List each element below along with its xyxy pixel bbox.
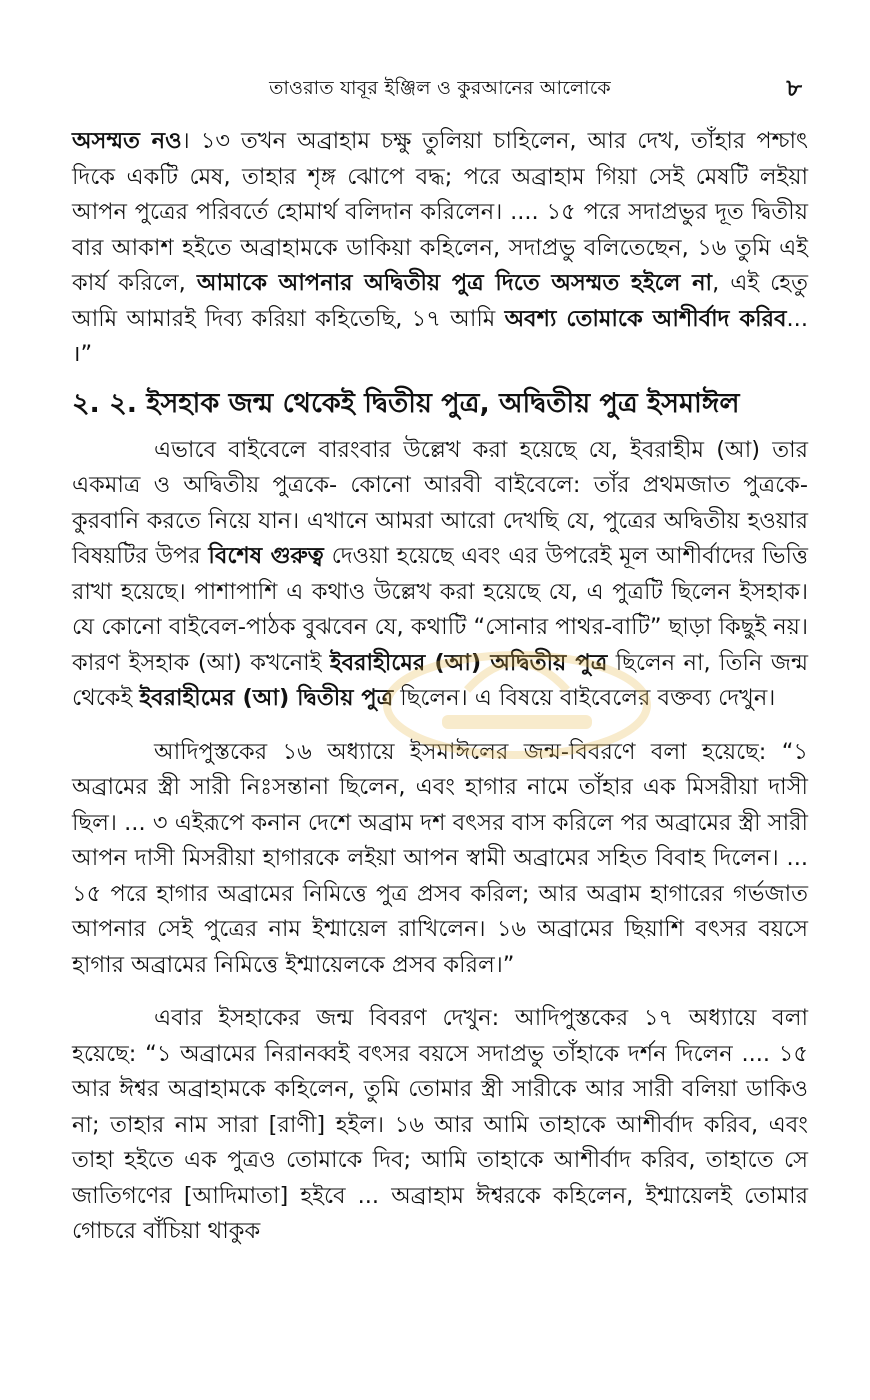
text-run: । ১৩ তখন অব্রাহাম চক্ষু তুলিয়া চাহিলেন, আর দেখ, তাঁহার পশ্চাৎ দিকে একটি মেষ, তাহার শৃঙ্গ ঝোপে বদ্ধ; পরে অব্রাহাম গিয়া সেই মেষটি লইয়া আপন পুত্রের পরিবর্তে হোমার্থ বলিদান করিলেন। .... ১৫ পরে সদাপ্রভুর দূত দ্বিতীয় বার আকাশ হইতে অব্রাহামকে ডাকিয়া কহিলেন, সদাপ্রভু বলিতেছেন, ১৬ তুমি এই কার্য করিলে, <box>72 128 808 296</box>
bold-phrase: অসম্মত নও <box>72 128 182 154</box>
text-run: ছিলেন না, তিনি জন্ম থেকেই <box>72 649 809 711</box>
bold-phrase: আমাকে আপনার অদ্বিতীয় পুত্র দিতে অসম্মত হইলে না <box>196 270 713 296</box>
bold-phrase: অবশ্য তোমাকে আশীর্বাদ করিব <box>504 305 787 332</box>
running-title: তাওরাত যাবূর ইঞ্জিল ও কুরআনের আলোকে <box>269 77 611 99</box>
bold-phrase: ইবরাহীমের (আ) অদ্বিতীয় পুত্র <box>329 649 608 676</box>
text-run: দেওয়া হয়েছে এবং এর উপরেই মূল আশীর্বাদের ভিত্তি রাখা হয়েছে। পাশাপাশি এ কথাও উল্লেখ করা হয়েছে যে, এ পুত্রটি ছিলেন ইসহাক। যে কোনো বাইবেল-পাঠক বুঝবেন যে, কথাটি “সোনার পাথর-বাটি” ছাড়া কিছুই নয়। কারণ ইসহাক (আ) কখনোই <box>72 543 808 676</box>
bold-phrase: ইবরাহীমের (আ) দ্বিতীয় পুত্র <box>139 685 394 711</box>
paragraph-quote-continuation <box>72 124 808 373</box>
paragraph-ishmael-birth: আদিপুস্তকের ১৬ অধ্যায়ে ইসমাঈলের জন্ম-বিবরণে বলা হয়েছে: “১ অব্রামের স্ত্রী সারী নিঃসন্তানা ছিলেন, এবং হাগার নামে তাঁহার এক মিসরীয়া দাসী ছিল। ... ৩ এইরূপে কনান দেশে অব্রাম দশ বৎসর বাস করিলে পর অব্রামের স্ত্রী সারী আপন দাসী মিসরীয়া হাগারকে লইয়া আপন স্বামী অব্রামের সহিত বিবাহ দিলেন। ... ১৫ পরে হাগার অব্রামের নিমিত্তে পুত্র প্রসব করিল; আর অব্রাম হাগারের গর্ভজাত আপনার সেই পুত্রের নাম ইশ্মায়েল রাখিলেন। ১৬ অব্রামের ছিয়াশি বৎসর বয়সে হাগার অব্রামের নিমিত্তে ইশ্মায়েলকে প্রসব করিল।” <box>72 738 808 978</box>
text-run: এভাবে বাইবেলে বারংবার উল্লেখ করা হয়েছে যে, ইবরাহীম (আ) তার একমাত্র ও অদ্বিতীয় পুত্রকে- কোনো আরবী বাইবেলে: তাঁর প্রথমজাত পুত্রকে- কুরবানি করতে নিয়ে যান। এখানে আমরা আরো দেখছি যে, পুত্রের অদ্বিতীয় হওয়ার বিষয়টির উপর <box>72 436 808 569</box>
section-heading: ২. ২. ইসহাক জন্ম থেকেই দ্বিতীয় পুত্র, অদ্বিতীয় পুত্র ইসমাঈল <box>72 387 740 419</box>
bold-phrase: বিশেষ গুরুত্ব <box>208 543 324 569</box>
page-number: ৮ <box>786 74 802 102</box>
paragraph-isaac-birth: এবার ইসহাকের জন্ম বিবরণ দেখুন: আদিপুস্তকের ১৭ অধ্যায়ে বলা হয়েছে: “১ অব্রামের নিরানব্বই বৎসর বয়সে সদাপ্রভু তাঁহাকে দর্শন দিলেন .... ১৫ আর ঈশ্বর অব্রাহামকে কহিলেন, তুমি তোমার স্ত্রী সারীকে আর সারী বলিয়া ডাকিও না; তাহার নাম সারা [রাণী] হইল। ১৬ আর আমি তাহাকে আশীর্বাদ করিব, এবং তাহা হইতে এক পুত্রও তোমাকে দিব; আমি তাহাকে আশীর্বাদ করিব, তাহাতে সে জাতিগণের [আদিমাতা] হইবে ... অব্রাহাম ঈশ্বরকে কহিলেন, ইশ্মায়েলই তোমার গোচরে বাঁচিয়া থাকুক <box>72 1005 808 1244</box>
text-run: , এই হেতু আমি আমারই দিব্য করিয়া কহিতেছি, ১৭ আমি <box>72 270 809 332</box>
text-run: ছিলেন। এ বিষয়ে বাইবেলের বক্তব্য দেখুন। <box>400 685 776 711</box>
body-text <box>72 124 808 1250</box>
text-run: ... ।” <box>72 305 808 367</box>
running-header <box>72 72 808 104</box>
book-page <box>72 0 808 1400</box>
paragraph-intro <box>72 433 808 717</box>
